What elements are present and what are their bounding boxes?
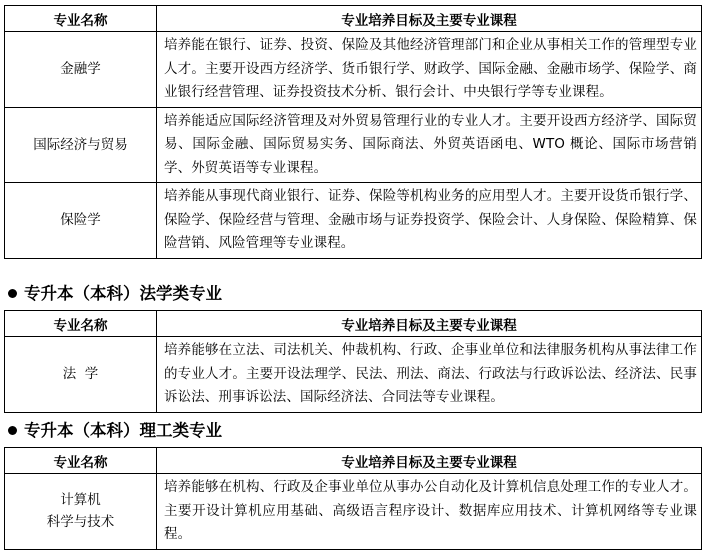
major-name: 金融学 — [5, 32, 157, 108]
section-title: 专升本（本科）法学类专业 — [24, 284, 222, 303]
major-name: 国际经济与贸易 — [5, 107, 157, 183]
table-header-row — [5, 311, 702, 337]
major-name-line2: 科学与技术 — [46, 514, 115, 531]
bullet-icon — [8, 426, 17, 435]
major-description: 培养能够在机构、行政及企事业单位从事办公自动化及计算机信息处理工作的专业人才。主要开设计算机应用基础、高级语言程序设计、数据库应用技术、计算机网络等专业课程。 — [157, 474, 702, 550]
table-row — [5, 32, 702, 108]
table-row — [5, 337, 702, 413]
engineering-majors-table — [4, 447, 702, 550]
header-major-name: 专业名称 — [5, 6, 157, 32]
major-description: 培养能适应国际经济管理及对外贸易管理行业的专业人才。主要开设西方经济学、国际贸易、国际金融、国际贸易实务、国际商法、外贸英语函电、WTO 概论、国际市场营销学、外贸英语等专业课程。 — [157, 107, 702, 183]
table-header-row — [5, 6, 702, 32]
bullet-icon — [8, 289, 17, 298]
major-name: 保险学 — [5, 183, 157, 259]
major-description: 培养能从事现代商业银行、证券、保险等机构业务的应用型人才。主要开设货币银行学、保险学、保险经营与管理、金融市场与证券投资学、保险会计、人身保险、保险精算、保险营销、风险管理等专业课程。 — [157, 183, 702, 259]
major-description: 培养能在银行、证券、投资、保险及其他经济管理部门和企业从事相关工作的管理型专业人才。主要开设西方经济学、货币银行学、财政学、国际金融、金融市场学、保险学、商业银行经营管理、证券投资技术分析、银行会计、中央银行学等专业课程。 — [157, 32, 702, 108]
table-row — [5, 474, 702, 550]
major-name: 法 学 — [5, 337, 157, 413]
section-heading-science-engineering — [6, 420, 222, 442]
section-heading-law — [6, 283, 222, 305]
section-title: 专升本（本科）理工类专业 — [24, 421, 222, 440]
header-major-name: 专业名称 — [5, 311, 157, 337]
major-name — [5, 474, 157, 550]
law-majors-table — [4, 310, 702, 413]
finance-majors-table — [4, 5, 702, 259]
header-goals-courses: 专业培养目标及主要专业课程 — [157, 448, 702, 474]
table-row — [5, 107, 702, 183]
major-description: 培养能够在立法、司法机关、仲裁机构、行政、企事业单位和法律服务机构从事法律工作的专业人才。主要开设法理学、民法、刑法、商法、行政法与行政诉讼法、经济法、民事诉讼法、刑事诉讼法、国际经济法、合同法等专业课程。 — [157, 337, 702, 413]
major-name-line1: 计算机 — [60, 492, 101, 509]
header-goals-courses: 专业培养目标及主要专业课程 — [157, 6, 702, 32]
header-major-name: 专业名称 — [5, 448, 157, 474]
table-row — [5, 183, 702, 259]
header-goals-courses: 专业培养目标及主要专业课程 — [157, 311, 702, 337]
table-header-row — [5, 448, 702, 474]
